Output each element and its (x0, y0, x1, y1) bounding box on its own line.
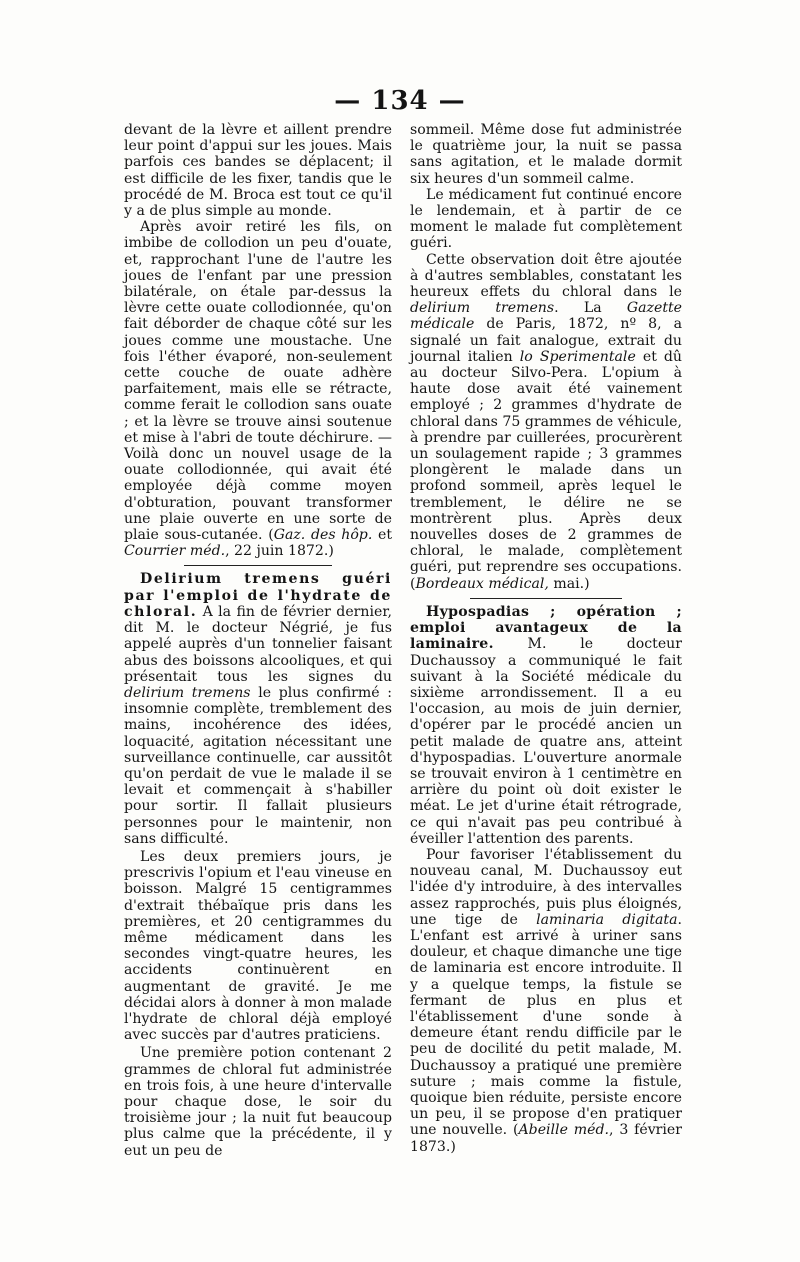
paragraph: Après avoir retiré les fils, on imbibe de collodion un peu d'ouate, et, rapprochant l'une de l'autre les joues de l'enfant par une pression bilatérale, on étale par-dessus la lèvre cette ouate collodionnée, qu'on fait déborder de chaque côté sur les joues comme une moustache. Une fois l'éther évaporé, non-seulement cette couche de ouate adhère parfaitement, mais elle se rétracte, comme ferait le collodion sans ouate ; et la lèvre se trouve ainsi soutenue et mise à l'abri de toute déchirure. — Voilà donc un nouvel usage de la ouate collodionnée, qui avait été employée déjà comme moyen d'obturation, pouvant transformer une plaie ouverte en une sorte de plaie sous-cutanée. (Gaz. des hôp. et Courrier méd., 22 juin 1872.) (124, 219, 392, 560)
citation: Bordeaux médical, (415, 575, 549, 592)
page-number: — 134 — (334, 86, 466, 116)
term: delirium tremens (124, 684, 251, 701)
citation: Courrier méd. (124, 543, 226, 560)
paragraph: Le médicament fut continué encore le lendemain, et à partir de ce moment le malade fut complètement guéri. (410, 186, 682, 252)
paragraph: Delirium tremens guéri par l'emploi de l'hydrate de chloral. A la fin de février dernier, dit M. le docteur Négrié, je fus appelé auprès d'un tonnelier faisant abus des boissons alcooliques, et qui présentait tous les signes du delirium tremens le plus confirmé : insomnie complète, tremblement des mains, incohérence des idées, loquacité, agitation nécessitant une surveillance continuelle, car aussitôt qu'on perdait de vue le malade il se levait et commençait à s'habiller pour sortir. Il fallait plusieurs personnes pour le maintenir, non sans difficulté. (124, 571, 392, 847)
paragraph: sommeil. Même dose fut administrée le quatrième jour, la nuit se passa sans agitation, et le malade dormit six heures d'un sommeil calme. (410, 122, 682, 187)
term: delirium tremens (410, 300, 555, 317)
paragraph: Cette observation doit être ajoutée à d'autres semblables, constatant les heureux effets du chloral dans le delirium tremens. La Gazette médicale de Paris, 1872, nº 8, a signalé un fait analogue, extrait du journal italien lo Sperimentale et dû au docteur Silvo-Pera. L'opium à haute dose avait été vainement employé ; 2 grammes d'hydrate de chloral dans 75 grammes de véhicule, à prendre par cuillerées, procurèrent un soulagement rapide ; 3 grammes plongèrent le malade dans un profond sommeil, après lequel le tremblement, le délire ne se montrèrent plus. Après deux nouvelles doses de 2 grammes de chloral, le malade, complètement guéri, put reprendre ses occupations. (Bordeaux médical, mai.) (410, 251, 683, 592)
journal-title: lo Sperimentale (519, 348, 636, 365)
paragraph: devant de la lèvre et aillent prendre leur point d'appui sur les joues. Mais parfois ces bandes se déplacent; il est difficile de les fixer, tandis que le procédé de M. Broca est tout ce qu'il y a de plus simple au monde. (124, 122, 392, 220)
journal-title: Gazette médicale (410, 300, 682, 333)
paragraph: Pour favoriser l'établissement du nouveau canal, M. Duchaussoy eut l'idée d'y introduire, à des intervalles assez rapprochés, puis plus éloignés, une tige de laminaria digitata. L'enfant est arrivé à uriner sans douleur, et chaque dimanche une tige de laminaria est encore introduite. Il y a quelque temps, la fistule se fermant de plus en plus et l'établissement d'une sonde à demeure étant rendu difficile par le peu de docilité du petit malade, M. Duchaussoy a pratiqué une première suture ; mais comme la fistule, quoique bien réduite, persiste encore un peu, il se propose d'en pratiquer une nouvelle. (Abeille méd., 3 février 1873.) (410, 846, 683, 1155)
section-heading: Hypospadias ; opération ; emploi avantageux de la laminaire. (410, 603, 682, 653)
left-column (124, 122, 392, 1159)
paragraph: Hypospadias ; opération ; emploi avantageux de la laminaire. M. le docteur Duchaussoy a communiqué le fait suivant à la Société médicale du sixième arrondissement. Il a eu l'occasion, au mois de juin dernier, d'opérer par le procédé ancien un petit malade de quatre ans, atteint d'hypospadias. L'ouverture anormale se trouvait environ à 1 centimètre en arrière du point où doit exister le méat. Le jet d'urine était rétrograde, ce qui n'avait pas peu contribué à éveiller l'attention des parents. (410, 603, 682, 847)
citation: Abeille méd. (518, 1122, 609, 1139)
citation: Gaz. des hôp. (273, 527, 373, 544)
paragraph: Les deux premiers jours, je prescrivis l'opium et l'eau vineuse en boisson. Malgré 15 centigrammes d'extrait thébaïque pris dans les premières, et 20 centigrammes du même médicament dans les secondes vingt-quatre heures, les accidents continuèrent en augmentant de gravité. Je me décidai alors à donner à mon malade l'hydrate de chloral déjà employé avec succès par d'autres praticiens. (124, 848, 392, 1044)
section-divider (184, 565, 332, 566)
section-heading: Delirium tremens guéri par l'emploi de l'hydrate de chloral. (124, 571, 392, 620)
section-divider (470, 598, 622, 599)
right-column (410, 122, 682, 1155)
term: laminaria digitata (536, 911, 678, 928)
paragraph: Une première potion contenant 2 grammes de chloral fut administrée en trois fois, à une heure d'intervalle pour chaque dose, le soir du troisième jour ; la nuit fut beaucoup plus calme que la précédente, il y eut un peu de (124, 1045, 392, 1159)
